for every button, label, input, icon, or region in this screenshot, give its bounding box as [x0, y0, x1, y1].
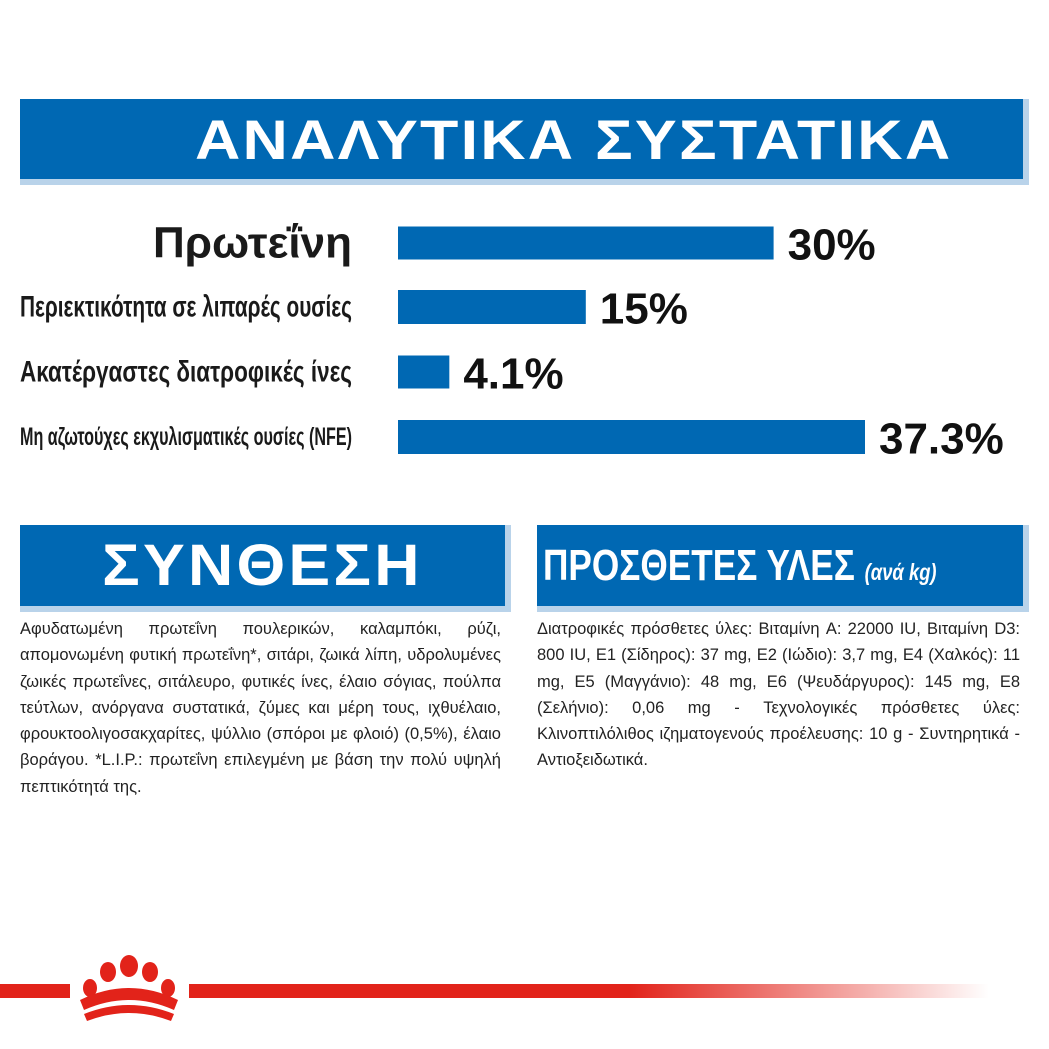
value-label: 15% — [599, 284, 688, 334]
additives-title-text: ΠΡΟΣΘΕΤΕΣ ΥΛΕΣ — [543, 540, 855, 590]
category-label: Περιεκτικότητα σε λιπαρές ουσίες — [20, 290, 352, 324]
bar — [398, 356, 449, 389]
analytical-constituents-chart — [0, 205, 1049, 475]
value-label: 4.1% — [463, 349, 564, 399]
analytical-constituents-banner — [20, 99, 1029, 185]
additives-banner — [537, 525, 1029, 612]
composition-banner — [20, 525, 511, 612]
additives-subtitle: (ανά kg) — [864, 558, 937, 585]
footer-red-line-left — [0, 984, 70, 998]
category-label: Μη αζωτούχες εκχυλισματικές ουσίες (NFE) — [20, 423, 352, 451]
bar — [398, 420, 865, 454]
value-label: 37.3% — [878, 414, 1004, 464]
composition-text: Αφυδατωμένη πρωτεΐνη πουλερικών, καλαμπόκι, ρύζι, απομονωμένη φυτική πρωτεΐνη*, σιτάρι, ζωικά λίπη, υδρολυμένες ζωικές πρωτεΐνες, σιτάλευρο, φυτικές ίνες, έλαιο σόγιας, πούλπα τεύτλων, ανόργανα συστατικά, ζύμες και μέρη τους, ιχθυέλαιο, φρουκτοολιγοσακχαρίτες, ψύλλιο (σπόροι με φλοιό) (0,5%), έλαιο βοράγου. *L.I.P.: πρωτεΐνη επιλεγμένη με βάση την πολύ υψηλή πεπτικότητά της. — [20, 620, 501, 796]
category-label: Ακατέργαστες διατροφικές ίνες — [20, 355, 352, 389]
value-label: 30% — [787, 220, 876, 270]
additives-text: Διατροφικές πρόσθετες ύλες: Βιταμίνη A: 22000 IU, Βιταμίνη D3: 800 IU, E1 (Σίδηρος): 37 mg, E2 (Ιώδιο): 3,7 mg, E4 (Χαλκός): 11 mg, E5 (Μαγγάνιο): 48 mg, E6 (Ψευδάργυρος): 145 mg, E8 (Σελήνιο): 0,06 mg - Τεχνολογικές πρόσθετες ύλες: Κλινοπτιλόλιθος ιζηματογενούς προέλευσης: 10 g - Συντηρητικά - Αντιοξειδωτικά. — [537, 620, 1020, 770]
category-label: Πρωτεΐνη — [152, 218, 352, 268]
composition-title: ΣΥΝΘΕΣΗ — [102, 533, 423, 598]
additives-title — [543, 541, 937, 591]
footer-red-line-right — [189, 984, 989, 998]
bar — [398, 290, 586, 324]
analytical-constituents-title: ΑΝΑΛΥΤΙΚΑ ΣΥΣΤΑΤΙΚΑ — [195, 107, 953, 171]
bar — [398, 227, 774, 260]
royal-canin-crown-icon — [70, 950, 188, 1025]
